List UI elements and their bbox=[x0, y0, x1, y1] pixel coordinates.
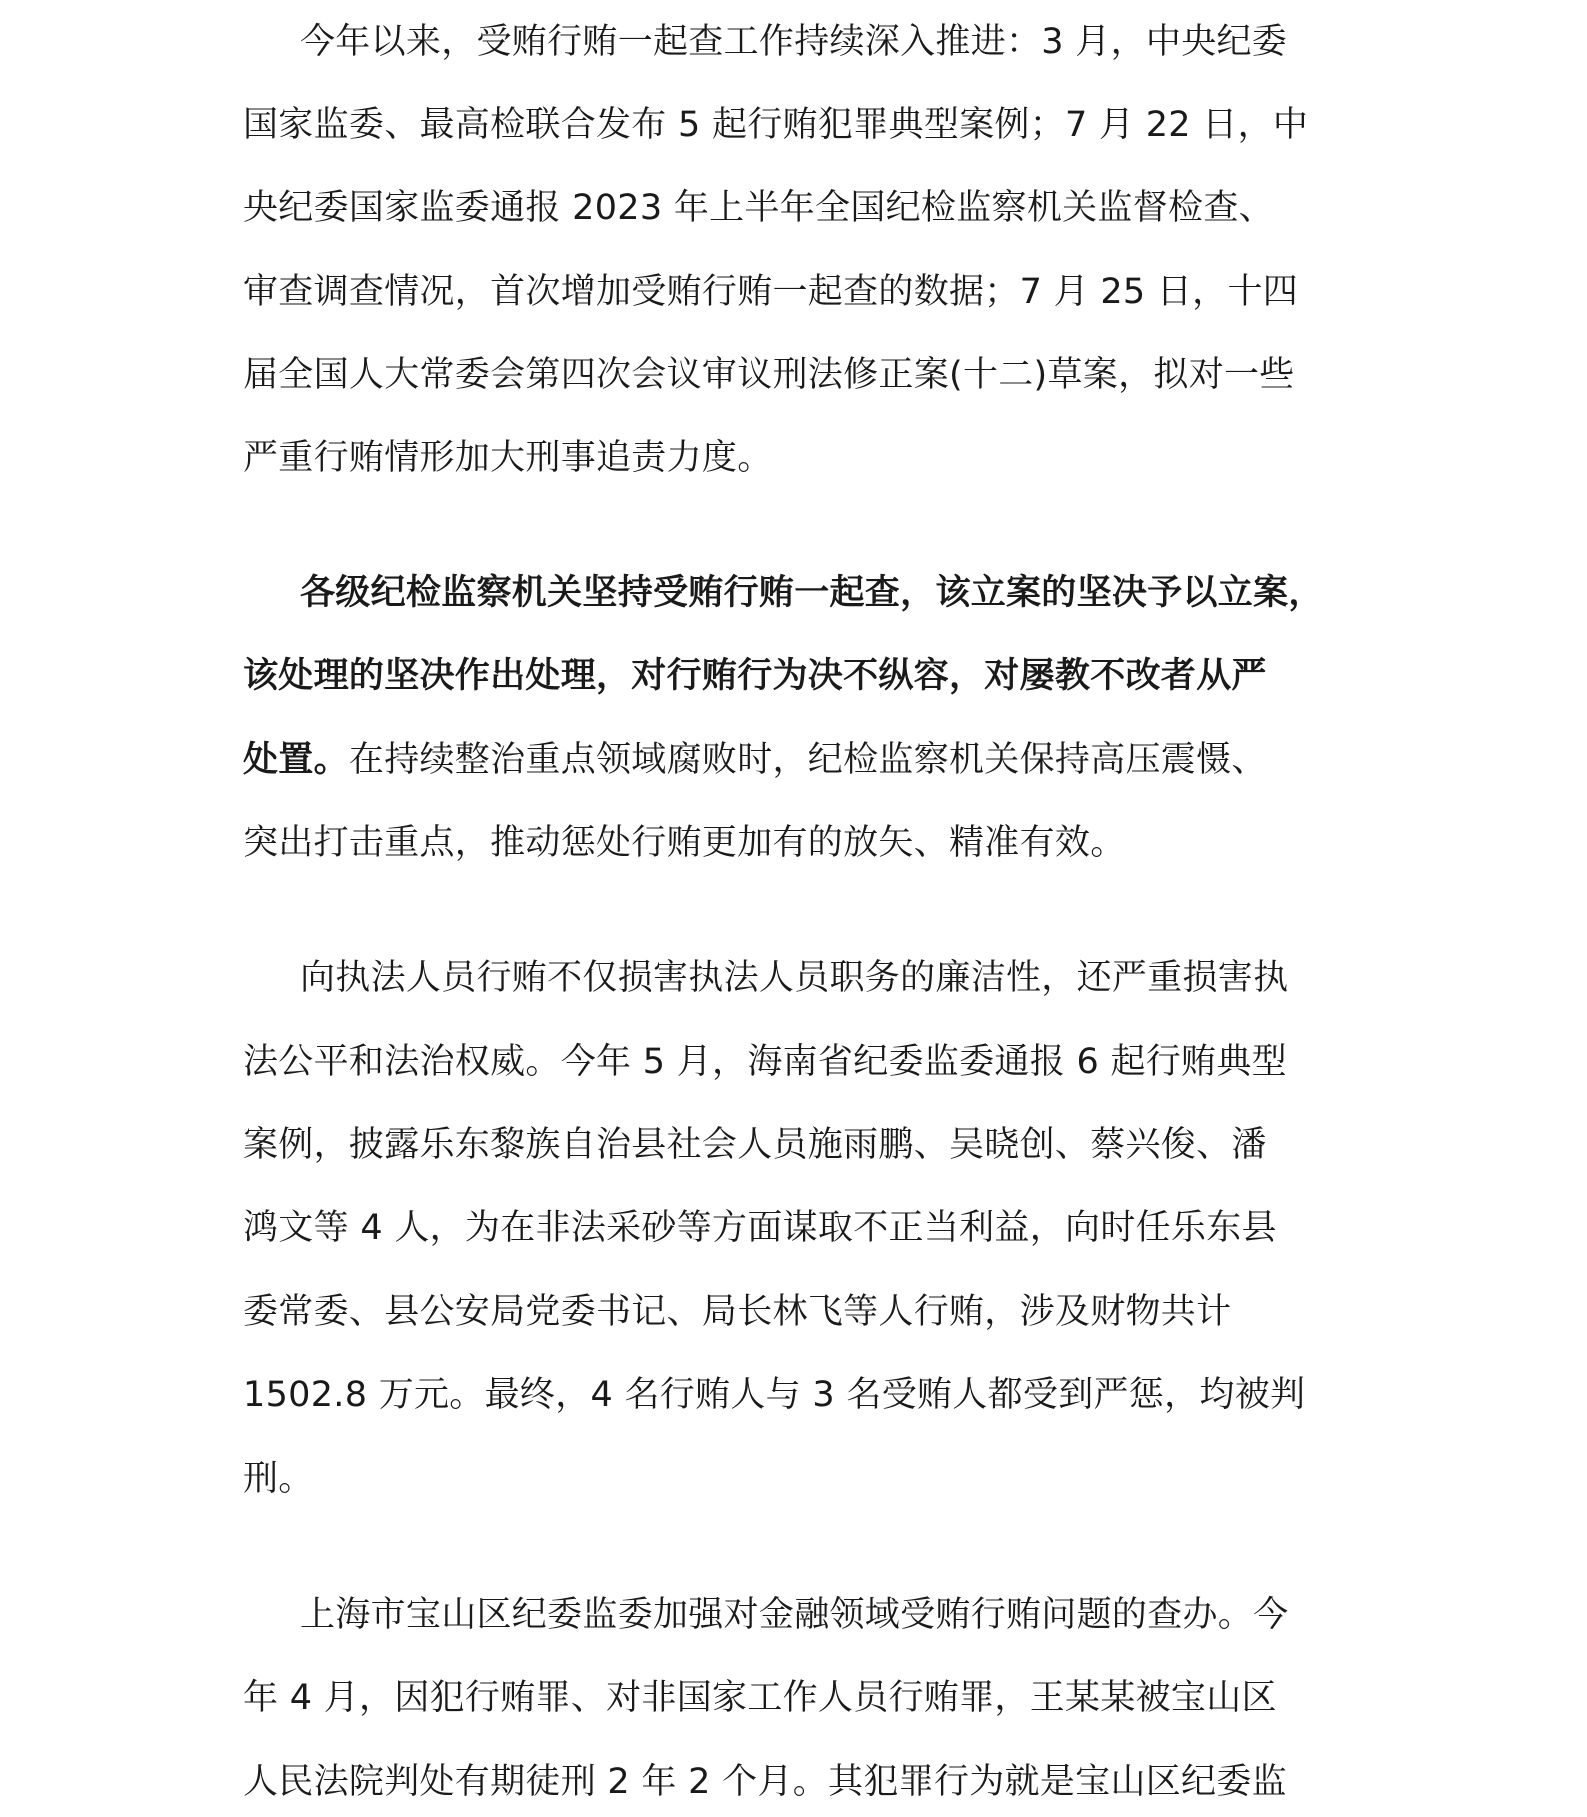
text-line: 人民法院判处有期徒刑 2 年 2 个月。其犯罪行为就是宝山区纪委监 bbox=[243, 1762, 1287, 1802]
text-line: 法公平和法治权威。今年 5 月，海南省纪委监委通报 6 起行贿典型 bbox=[243, 1042, 1287, 1082]
text-line: 委常委、县公安局党委书记、局长林飞等人行贿，涉及财物共计 bbox=[243, 1292, 1232, 1332]
text-line: 案例，披露乐东黎族自治县社会人员施雨鹏、吴晓创、蔡兴俊、潘 bbox=[243, 1125, 1267, 1165]
text-line: 今年以来，受贿行贿一起查工作持续深入推进：3 月，中央纪委 bbox=[300, 22, 1288, 62]
text-run: 在持续整治重点领域腐败时，纪检监察机关保持高压震慑、 bbox=[348, 740, 1267, 780]
text-line: 审查调查情况，首次增加受贿行贿一起查的数据；7 月 25 日，十四 bbox=[243, 272, 1299, 312]
mixed-text-line bbox=[243, 740, 1267, 780]
text-line: 向执法人员行贿不仅损害执法人员职务的廉洁性，还严重损害执 bbox=[300, 958, 1289, 998]
text-line: 突出打击重点，推动惩处行贿更加有的放矢、精准有效。 bbox=[243, 823, 1126, 863]
text-line: 严重行贿情形加大刑事追责力度。 bbox=[243, 438, 773, 478]
text-line: 上海市宝山区纪委监委加强对金融领域受贿行贿问题的查办。今 bbox=[300, 1595, 1289, 1635]
text-line: 刑。 bbox=[243, 1459, 314, 1499]
text-line: 届全国人大常委会第四次会议审议刑法修正案(十二)草案，拟对一些 bbox=[243, 355, 1295, 395]
text-line: 央纪委国家监委通报 2023 年上半年全国纪检监察机关监督检查、 bbox=[243, 188, 1274, 228]
bold-text-line: 该处理的坚决作出处理，对行贿行为决不纵容，对屡教不改者从严 bbox=[243, 656, 1267, 696]
text-line: 鸿文等 4 人，为在非法采砂等方面谋取不正当利益，向时任乐东县 bbox=[243, 1208, 1277, 1248]
bold-text-line: 各级纪检监察机关坚持受贿行贿一起查，该立案的坚决予以立案， bbox=[300, 573, 1324, 613]
bold-text-run: 处置。 bbox=[243, 740, 349, 780]
text-line: 国家监委、最高检联合发布 5 起行贿犯罪典型案例；7 月 22 日，中 bbox=[243, 105, 1309, 145]
text-line: 1502.8 万元。最终，4 名行贿人与 3 名受贿人都受到严惩，均被判 bbox=[243, 1375, 1306, 1415]
text-line: 年 4 月，因犯行贿罪、对非国家工作人员行贿罪，王某某被宝山区 bbox=[243, 1678, 1277, 1718]
